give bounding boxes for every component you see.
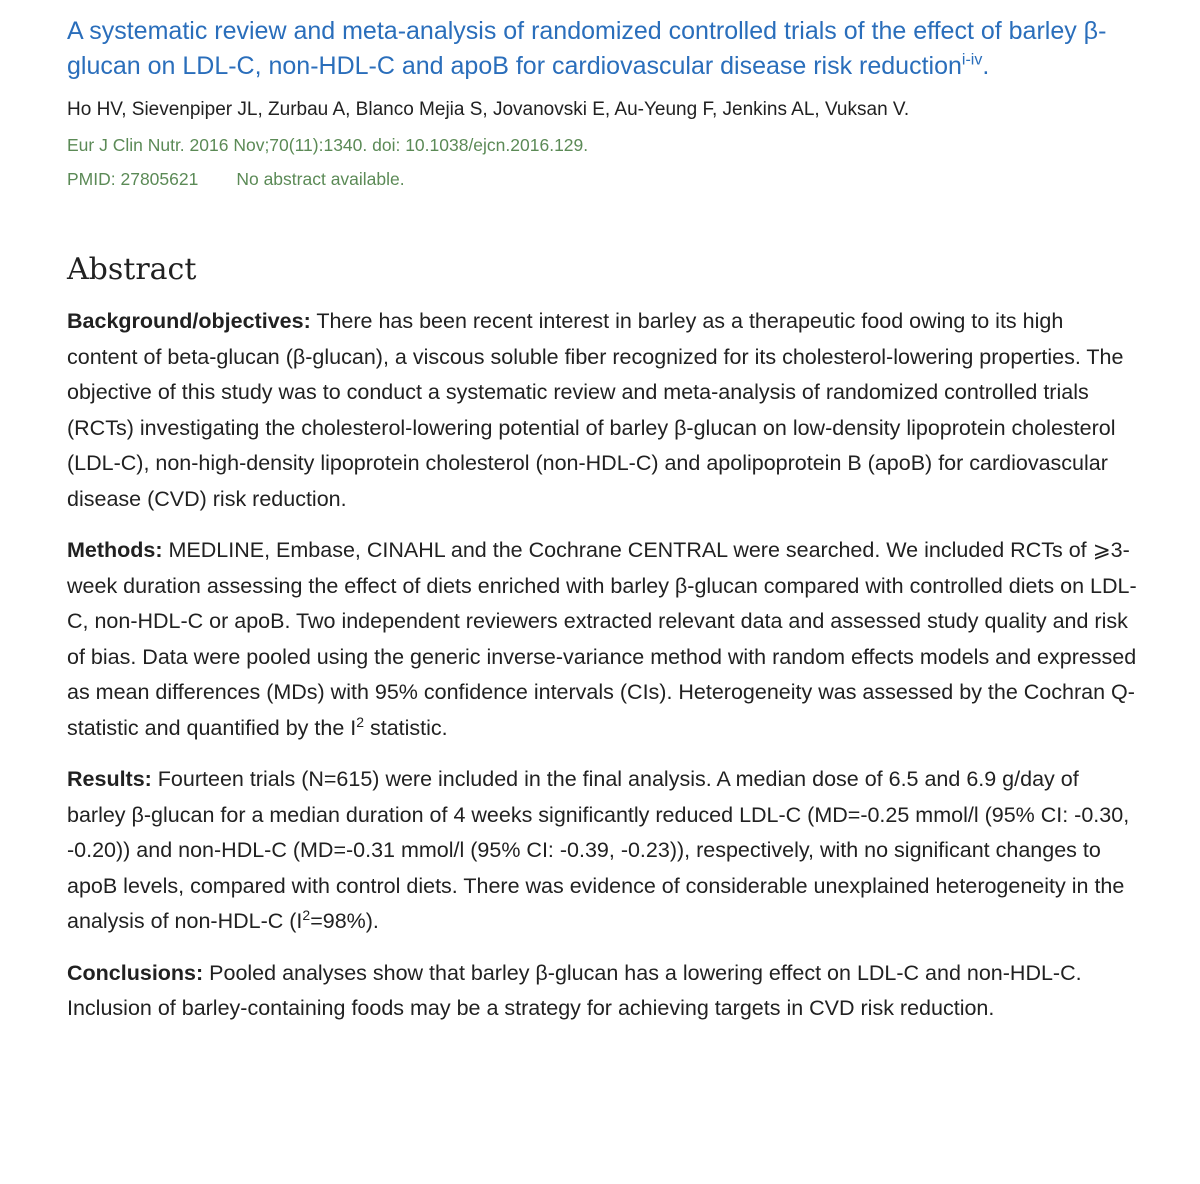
background-label: Background/objectives: bbox=[67, 309, 311, 333]
abstract-background-section bbox=[67, 304, 1137, 517]
similar-article-title-link[interactable] bbox=[67, 14, 1137, 84]
methods-text: MEDLINE, Embase, CINAHL and the Cochrane CENTRAL were searched. We included RCTs of ⩾3-week duration assessing the effect of diets enriched with barley β-glucan compared with controlled diets on LDL-C, non-HDL-C or apoB. Two independent reviewers extracted relevant data and assessed study quality and risk of bias. Data were pooled using the generic inverse-variance method with random effects models and expressed as mean differences (MDs) with 95% confidence intervals (CIs). Heterogeneity was assessed by the Cochran Q-statistic and quantified by the I bbox=[67, 538, 1137, 740]
results-superscript: 2 bbox=[302, 906, 311, 923]
similar-article-citation: Eur J Clin Nutr. 2016 Nov;70(11):1340. doi: 10.1038/ejcn.2016.129. bbox=[67, 135, 589, 155]
abstract-methods-section bbox=[67, 533, 1137, 746]
conclusions-label: Conclusions: bbox=[67, 960, 204, 985]
conclusions-text: Pooled analyses show that barley β-glucan has a lowering effect on LDL-C and non-HDL-C. Inclusion of barley-containing foods may be a strategy for achieving targets in CVD risk reduction. bbox=[67, 960, 1082, 1020]
page-content bbox=[67, 14, 1137, 1027]
abstract-results-section bbox=[67, 762, 1137, 940]
similar-article-authors: Ho HV, Sievenpiper JL, Zurbau A, Blanco Mejia S, Jovanovski E, Au-Yeung F, Jenkins AL, Vuksan V. bbox=[67, 99, 910, 120]
similar-article-pmid-line bbox=[67, 166, 1137, 192]
methods-label: Methods: bbox=[67, 538, 163, 562]
results-text-end: =98%). bbox=[310, 909, 379, 933]
methods-superscript: 2 bbox=[356, 713, 365, 730]
similar-article-pmid: PMID: 27805621 bbox=[67, 169, 199, 189]
similar-article-abstract-status: No abstract available. bbox=[236, 169, 405, 189]
similar-article-title-end[interactable]: . bbox=[982, 52, 990, 80]
similar-article-title-text[interactable]: A systematic review and meta-analysis of randomized controlled trials of the effect of barley β-glucan on LDL-C, non-HDL-C and apoB for cardiovascular disease risk reduction bbox=[67, 17, 1107, 80]
background-text: There has been recent interest in barley as a therapeutic food owing to its high content of beta-glucan (β-glucan), a viscous soluble fiber recognized for its cholesterol-lowering properties. The objective of this study was to conduct a systematic review and meta-analysis of randomized controlled trials (RCTs) investigating the cholesterol-lowering potential of barley β-glucan on low-density lipoprotein cholesterol (LDL-C), non-high-density lipoprotein cholesterol (non-HDL-C) and apolipoprotein B (apoB) for cardiovascular disease (CVD) risk reduction. bbox=[67, 309, 1124, 511]
similar-article-title-superscript[interactable]: i-iv bbox=[961, 51, 983, 69]
results-text: Fourteen trials (N=615) were included in the final analysis. A median dose of 6.5 and 6.9 g/day of barley β-glucan for a median duration of 4 weeks significantly reduced LDL-C (MD=-0.25 mmol/l (95% CI: -0.30, -0.20)) and non-HDL-C (MD=-0.31 mmol/l (95% CI: -0.39, -0.23)), respectively, with no significant changes to apoB levels, compared with control diets. There was evidence of considerable unexplained heterogeneity in the analysis of non-HDL-C (I bbox=[67, 767, 1130, 933]
abstract-conclusions-section bbox=[67, 956, 1137, 1027]
results-label: Results: bbox=[67, 767, 152, 791]
methods-text-end: statistic. bbox=[364, 715, 448, 740]
abstract-heading: Abstract bbox=[67, 252, 197, 287]
